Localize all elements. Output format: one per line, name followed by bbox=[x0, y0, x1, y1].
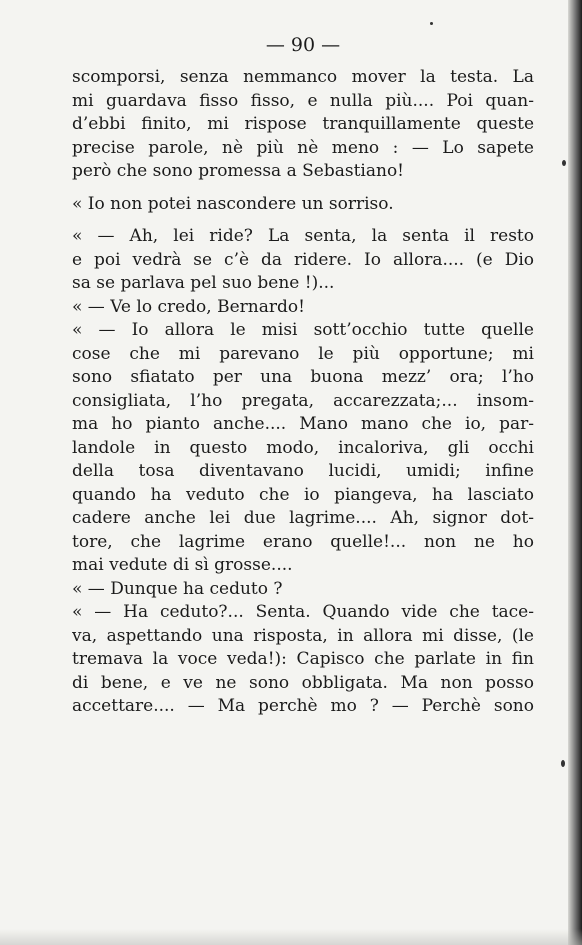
text-line: accettare.... — Ma perchè mo ? — Perchè sono bbox=[72, 696, 534, 716]
text-line: di bene, e ve ne sono obbligata. Ma non posso bbox=[72, 672, 534, 693]
text-line: però che sono promessa a Sebastiano! bbox=[72, 161, 405, 181]
text-line: « — Ha ceduto?... Senta. Quando vide che tace- bbox=[72, 602, 534, 622]
text-line: mi guardava fisso fisso, e nulla più.... Poi quan- bbox=[72, 90, 534, 111]
text-line: « — Ve lo credo, Bernardo! bbox=[72, 296, 305, 317]
text-line: « Io non potei nascondere un sorriso. bbox=[72, 193, 394, 214]
page-number: — 90 — bbox=[265, 34, 341, 56]
text-line: ma ho pianto anche.... Mano mano che io, par- bbox=[72, 414, 534, 434]
text-line: tremava la voce veda!): Capisco che parlate in fin bbox=[72, 649, 534, 669]
text-line: d’ebbi finito, mi rispose tranquillamente queste bbox=[72, 114, 534, 134]
text-line: sa se parlava pel suo bene !)... bbox=[72, 273, 335, 293]
text-line: scomporsi, senza nemmanco mover la testa. La bbox=[72, 67, 534, 87]
paper-speck bbox=[561, 760, 565, 767]
paper-speck bbox=[430, 22, 433, 25]
paper-speck bbox=[562, 160, 566, 166]
text-line: « — Io allora le misi sott’occhio tutte quelle bbox=[72, 320, 534, 340]
paragraph-gap bbox=[72, 216, 534, 225]
page-bottom-shade bbox=[0, 929, 582, 945]
text-line: precise parole, nè più nè meno : — Lo sapete bbox=[72, 137, 534, 158]
text-line: quando ha veduto che io piangeva, ha lasciato bbox=[72, 484, 534, 505]
text-line: e poi vedrà se c’è da ridere. Io allora.... (e Dio bbox=[72, 249, 534, 270]
text-line: cose che mi parevano le più opportune; mi bbox=[72, 343, 534, 364]
text-line: landole in questo modo, incaloriva, gli occhi bbox=[72, 437, 534, 458]
text-line: della tosa diventavano lucidi, umidi; infine bbox=[72, 461, 534, 481]
text-line: tore, che lagrime erano quelle!... non ne ho bbox=[72, 531, 534, 552]
text-line: mai vedute di sì grosse.... bbox=[72, 555, 293, 575]
text-line: va, aspettando una risposta, in allora mi disse, (le bbox=[72, 625, 534, 646]
text-line: cadere anche lei due lagrime.... Ah, signor dot- bbox=[72, 508, 534, 528]
text-line: « — Dunque ha ceduto ? bbox=[72, 578, 283, 599]
paragraph-gap bbox=[72, 184, 534, 193]
page-content bbox=[72, 30, 534, 719]
page-edge-shadow bbox=[568, 0, 582, 945]
text-line: consigliata, l’ho pregata, accarezzata;... insom- bbox=[72, 390, 534, 411]
text-line: sono sfiatato per una buona mezz’ ora; l’ho bbox=[72, 367, 534, 387]
text-line: « — Ah, lei ride? La senta, la senta il resto bbox=[72, 226, 534, 246]
